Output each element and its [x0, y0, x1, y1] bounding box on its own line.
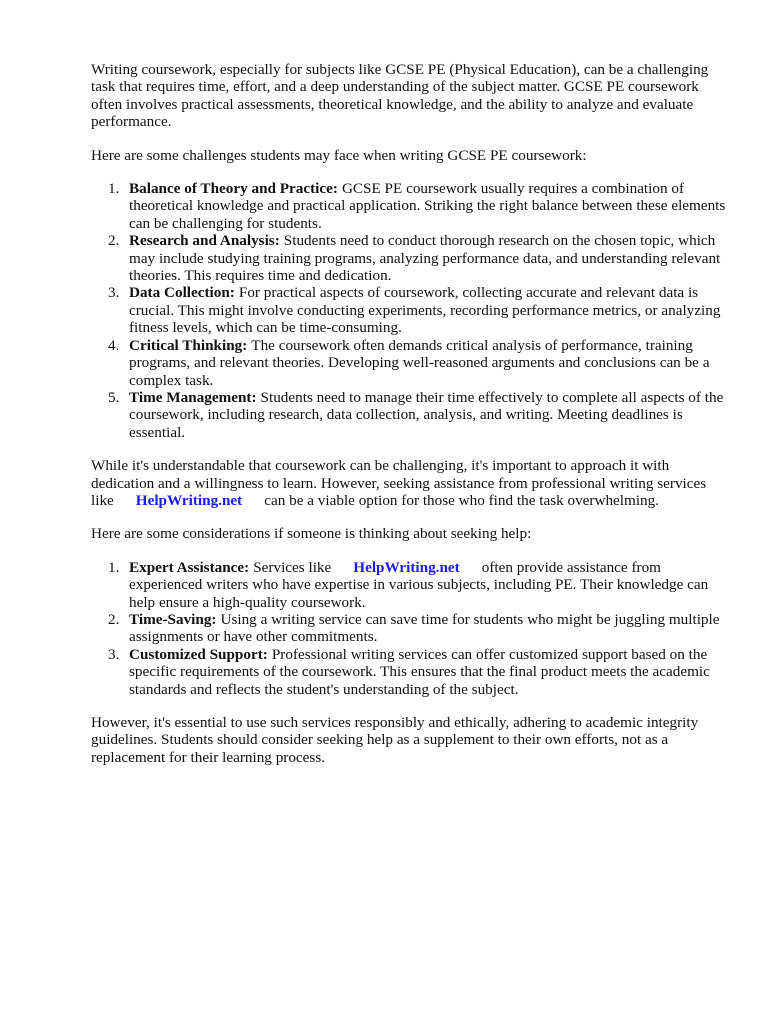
- approach-text-after: can be a viable option for those who find the task overwhelming.: [264, 491, 660, 509]
- list-number: 2.: [108, 610, 120, 628]
- list-item: [91, 646, 731, 698]
- list-text: Using a writing service can save time for students who might be juggling multiple assignments or have other commitments.: [129, 610, 720, 646]
- challenges-lead: Here are some challenges students may face when writing GCSE PE coursework:: [91, 146, 587, 164]
- list-item: [91, 232, 731, 284]
- list-item: [91, 559, 731, 611]
- considerations-list: [91, 559, 731, 698]
- helpwriting-link[interactable]: HelpWriting.net: [135, 491, 243, 509]
- approach-paragraph: [91, 457, 731, 509]
- list-text: Students need to conduct thorough research on the chosen topic, which may include studying training programs, analyzing performance data, and understanding relevant theories. This requires time and dedication.: [129, 232, 721, 285]
- list-term: Critical Thinking:: [129, 336, 248, 354]
- list-term: Time Management:: [129, 388, 257, 406]
- list-term: Expert Assistance:: [129, 558, 250, 576]
- list-text: Students need to manage their time effectively to complete all aspects of the coursework, including research, data collection, analysis, and writing. Meeting deadlines is essential.: [129, 388, 724, 441]
- approach-text-before: While it's understandable that coursework can be challenging, it's important to approach it with dedication and a willingness to learn. However, seeking assistance from professional writing services like: [91, 457, 707, 509]
- list-number: 4.: [108, 336, 120, 354]
- challenges-list: [91, 180, 731, 441]
- list-item: [91, 611, 731, 646]
- list-text: The coursework often demands critical analysis of performance, training programs, and relevant theories. Developing well-reasoned arguments and conclusions can be a complex task.: [129, 336, 710, 389]
- list-text: Professional writing services can offer customized support based on the specific requirements of the coursework. This ensures that the final product meets the academic standards and reflects the student's understanding of the subject.: [129, 645, 710, 698]
- list-text-after: often provide assistance from experienced writers who have expertise in various subjects, including PE. Their knowledge can help ensure a high-quality coursework.: [129, 558, 709, 611]
- list-text-before: Services like: [253, 558, 332, 576]
- list-number: 1.: [108, 558, 120, 576]
- list-item: [91, 389, 731, 441]
- helpwriting-link[interactable]: HelpWriting.net: [353, 558, 460, 576]
- list-item: [91, 180, 731, 232]
- list-term: Research and Analysis:: [129, 232, 280, 250]
- list-number: 3.: [108, 284, 120, 302]
- list-term: Customized Support:: [129, 645, 268, 663]
- intro-paragraph: Writing coursework, especially for subjects like GCSE PE (Physical Education), can be a challenging task that requires time, effort, and a deep understanding of the subject matter. GCSE PE coursework often involves practical assessments, theoretical knowledge, and the ability to analyze and evaluate performance.: [91, 61, 709, 131]
- list-item: [91, 337, 731, 389]
- closing-paragraph: However, it's essential to use such services responsibly and ethically, adhering to academic integrity guidelines. Students should consider seeking help as a supplement to their own efforts, not as a replacement for their learning process.: [91, 714, 699, 766]
- document-page: [91, 61, 731, 766]
- list-term: Balance of Theory and Practice:: [129, 180, 338, 198]
- considerations-lead: Here are some considerations if someone is thinking about seeking help:: [91, 525, 532, 543]
- list-number: 2.: [108, 232, 120, 250]
- list-number: 1.: [108, 180, 120, 198]
- list-number: 5.: [108, 388, 120, 406]
- list-term: Time-Saving:: [129, 610, 217, 628]
- list-text: For practical aspects of coursework, collecting accurate and relevant data is crucial. This might involve conducting experiments, recording performance metrics, or analyzing fitness levels, which can be time-consuming.: [129, 284, 721, 337]
- list-item: [91, 284, 731, 336]
- list-number: 3.: [108, 645, 120, 663]
- list-term: Data Collection:: [129, 284, 235, 302]
- list-text: GCSE PE coursework usually requires a combination of theoretical knowledge and practical application. Striking the right balance between these elements can be challenging for students.: [129, 180, 726, 232]
